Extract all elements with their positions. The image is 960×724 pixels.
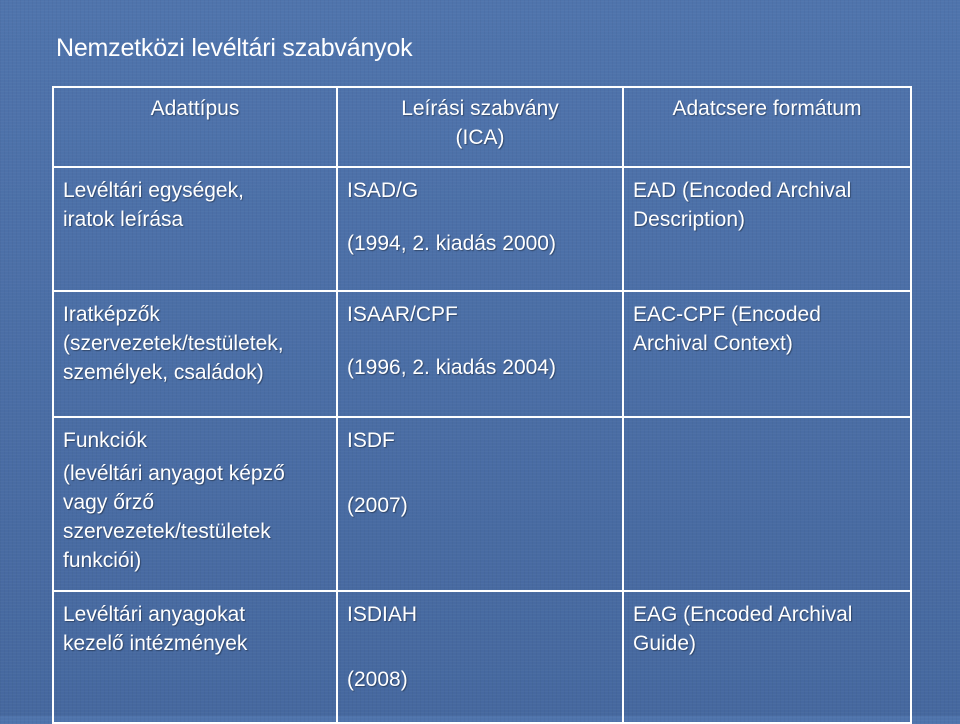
row3-type-line: funkciói) xyxy=(63,549,142,572)
row3-format-cell-empty xyxy=(623,417,911,591)
header-description-standard xyxy=(337,87,623,167)
row1-type-cell xyxy=(53,167,337,291)
header-description-standard-line1: Leírási szabvány xyxy=(401,97,559,120)
row3-type-line: (levéltári anyagot képző xyxy=(63,462,285,485)
row2-standard-note: (1996, 2. kiadás 2004) xyxy=(347,356,556,379)
table-row xyxy=(53,167,911,291)
row1-type-line: iratok leírása xyxy=(63,208,184,231)
row2-standard-cell xyxy=(337,291,623,417)
row4-type-cell xyxy=(53,591,337,723)
row4-standard-note: (2008) xyxy=(347,668,408,691)
row4-type-line: kezelő intézmények xyxy=(63,632,248,655)
table-row xyxy=(53,417,911,591)
table-row xyxy=(53,591,911,723)
row4-format-line: EAG (Encoded Archival xyxy=(633,603,853,626)
row4-standard-name: ISDIAH xyxy=(347,603,418,626)
row1-standard-note: (1994, 2. kiadás 2000) xyxy=(347,232,556,255)
header-description-standard-line2: (ICA) xyxy=(455,126,505,149)
row3-type-line: szervezetek/testületek xyxy=(63,520,271,543)
row1-standard-name: ISAD/G xyxy=(347,179,419,202)
slide-title: Nemzetközi levéltári szabványok xyxy=(56,34,413,62)
header-data-type xyxy=(53,87,337,167)
row4-standard-cell xyxy=(337,591,623,723)
row2-type-line: Iratképzők xyxy=(63,303,160,326)
header-data-type-label: Adattípus xyxy=(150,97,240,120)
row4-format-line: Guide) xyxy=(633,632,697,655)
standards-table xyxy=(52,86,912,724)
row1-format-line: Description) xyxy=(633,208,746,231)
table-row xyxy=(53,291,911,417)
row1-standard-cell xyxy=(337,167,623,291)
row1-type-line: Levéltári egységek, xyxy=(63,179,244,202)
header-exchange-format xyxy=(623,87,911,167)
row3-standard-cell xyxy=(337,417,623,591)
row1-format-line: EAD (Encoded Archival xyxy=(633,179,852,202)
row3-standard-name: ISDF xyxy=(347,429,395,452)
row2-standard-name: ISAAR/CPF xyxy=(347,303,458,326)
row2-type-line: személyek, családok) xyxy=(63,361,264,384)
row4-format-cell xyxy=(623,591,911,723)
row4-type-line: Levéltári anyagokat xyxy=(63,603,246,626)
row2-format-line: EAC-CPF (Encoded xyxy=(633,303,821,326)
row3-type-line: vagy őrző xyxy=(63,491,155,514)
row3-type-title: Funkciók xyxy=(63,429,148,452)
row2-type-line: (szervezetek/testületek, xyxy=(63,332,284,355)
table-header-row xyxy=(53,87,911,167)
row3-standard-note: (2007) xyxy=(347,494,408,517)
header-exchange-format-label: Adatcsere formátum xyxy=(672,97,862,120)
row2-format-cell xyxy=(623,291,911,417)
row2-type-cell xyxy=(53,291,337,417)
row3-type-cell xyxy=(53,417,337,591)
row1-format-cell xyxy=(623,167,911,291)
row2-format-line: Archival Context) xyxy=(633,332,793,355)
